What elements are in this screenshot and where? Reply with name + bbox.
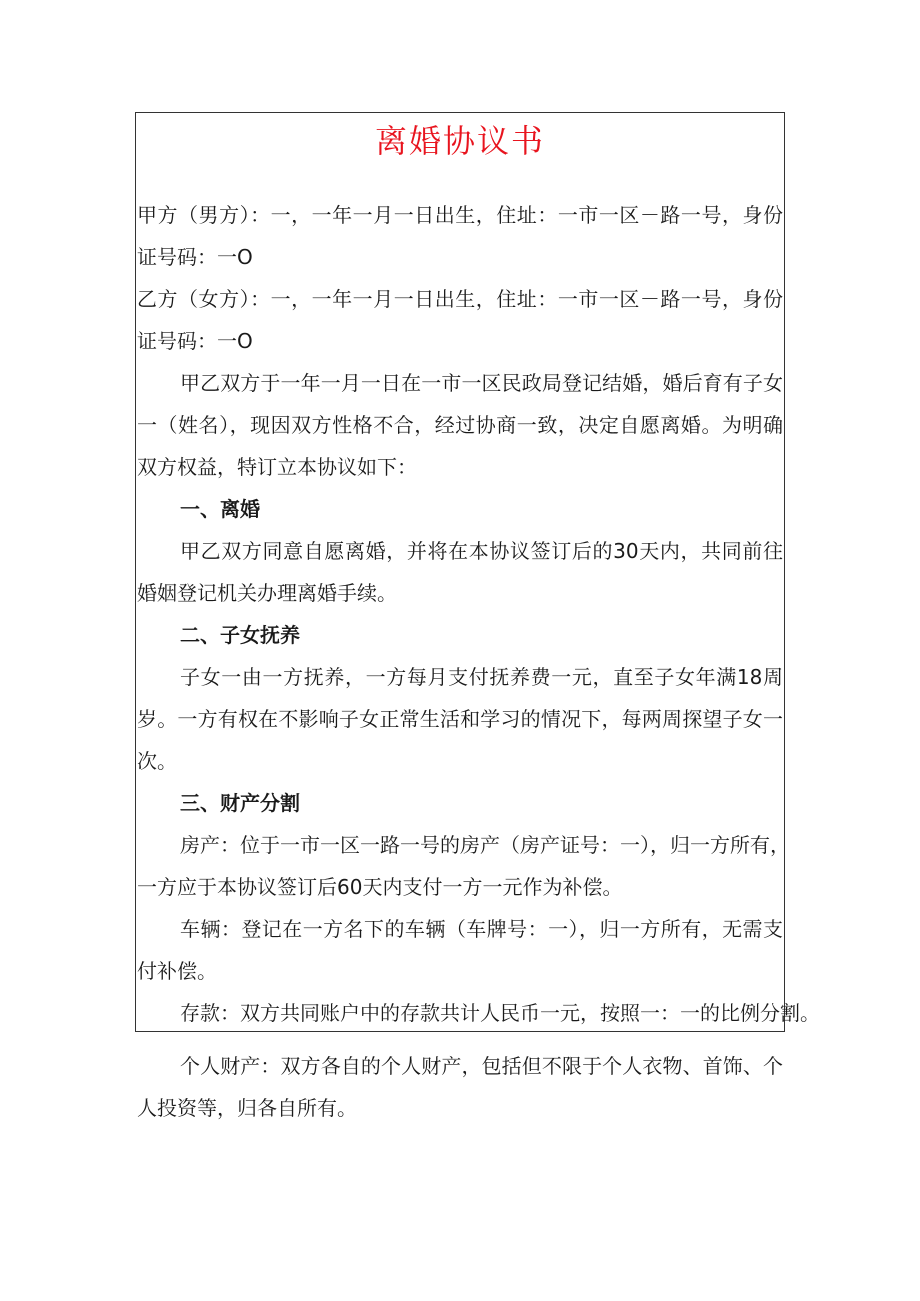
deposit-line: 存款：双方共同账户中的存款共计人民币一元，按照一：一的比例分割。 (180, 1001, 820, 1025)
personal-line-2: 人投资等，归各自所有。 (137, 1096, 357, 1120)
intro-line-3: 双方权益，特订立本协议如下： (137, 455, 417, 479)
car-line-1: 车辆：登记在一方名下的车辆（车牌号：一），归一方所有，无需支 (180, 917, 783, 941)
house-line-2: 一方应于本协议签订后60天内支付一方一元作为补偿。 (137, 875, 623, 899)
intro-line-2: 一（姓名），现因双方性格不合，经过协商一致，决定自愿离婚。为明确 (137, 413, 783, 437)
section-2-heading: 二、子女抚养 (180, 623, 300, 647)
car-line-2: 付补偿。 (137, 959, 217, 983)
section-1-line-1: 甲乙双方同意自愿离婚，并将在本协议签订后的30天内，共同前往 (180, 539, 783, 563)
party-b-line-2: 证号码：一O (137, 329, 253, 353)
section-2-line-1: 子女一由一方抚养，一方每月支付抚养费一元，直至子女年满18周 (180, 665, 783, 689)
party-b-line-1: 乙方（女方）：一，一年一月一日出生，住址：一市一区－路一号，身份 (137, 287, 783, 311)
section-1-heading: 一、离婚 (180, 497, 260, 521)
section-2-line-2: 岁。一方有权在不影响子女正常生活和学习的情况下，每两周探望子女一 (137, 707, 783, 731)
section-1-line-2: 婚姻登记机关办理离婚手续。 (137, 581, 397, 605)
section-3-heading: 三、财产分割 (180, 791, 300, 815)
intro-line-1: 甲乙双方于一年一月一日在一市一区民政局登记结婚，婚后育有子女 (180, 371, 783, 395)
section-2-line-3: 次。 (137, 749, 177, 773)
house-line-1: 房产：位于一市一区一路一号的房产（房产证号：一），归一方所有， (180, 833, 790, 857)
party-a-line-2: 证号码：一O (137, 245, 253, 269)
personal-line-1: 个人财产：双方各自的个人财产，包括但不限于个人衣物、首饰、个 (180, 1054, 783, 1078)
document-title: 离婚协议书 (374, 122, 545, 160)
party-a-line-1: 甲方（男方）：一，一年一月一日出生，住址：一市一区－路一号，身份 (137, 203, 783, 227)
